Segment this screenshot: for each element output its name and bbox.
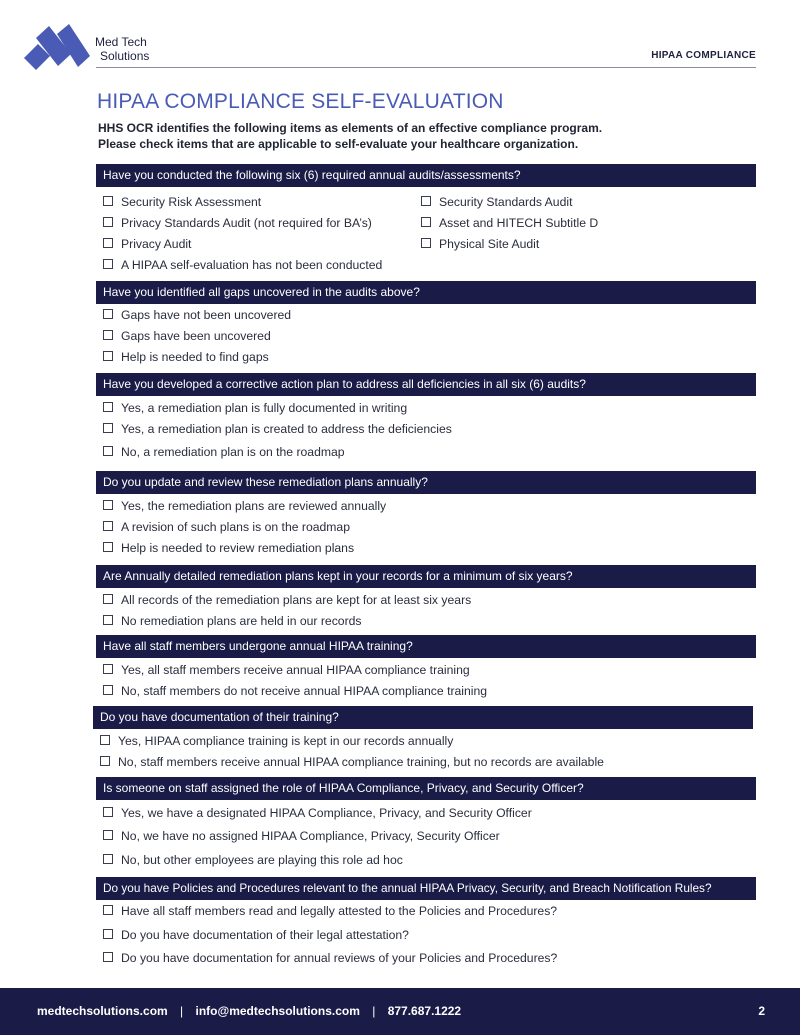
option[interactable]: [103, 593, 471, 607]
option-label: Yes, all staff members receive annual HIPAA compliance training: [121, 663, 470, 677]
footer-website-link[interactable]: medtechsolutions.com: [37, 1004, 168, 1018]
checkbox[interactable]: [103, 854, 113, 864]
intro-line-1: HHS OCR identifies the following items as elements of an effective compliance program.: [98, 121, 603, 135]
intro-text: [98, 120, 602, 152]
option[interactable]: [103, 445, 345, 459]
option-label: Yes, the remediation plans are reviewed annually: [121, 499, 387, 513]
checkbox[interactable]: [103, 238, 113, 248]
option-label: Gaps have not been uncovered: [121, 308, 292, 322]
checkbox[interactable]: [103, 402, 113, 412]
question-1-header: Have you conducted the following six (6) required annual audits/assessments?: [96, 164, 756, 187]
option-label: Have all staff members read and legally attested to the Policies and Procedures?: [121, 904, 558, 918]
page-title: HIPAA COMPLIANCE SELF-EVALUATION: [97, 90, 504, 113]
option[interactable]: [103, 422, 452, 436]
checkbox[interactable]: [103, 500, 113, 510]
question-5-header: Are Annually detailed remediation plans kept in your records for a minimum of six years?: [96, 565, 756, 588]
question-8-header: Is someone on staff assigned the role of HIPAA Compliance, Privacy, and Security Officer?: [96, 777, 756, 800]
option-label: Privacy Standards Audit (not required for BA’s): [121, 216, 372, 230]
checkbox[interactable]: [103, 594, 113, 604]
option[interactable]: [103, 401, 407, 415]
footer-email-link[interactable]: info@medtechsolutions.com: [195, 1004, 360, 1018]
checkbox[interactable]: [103, 664, 113, 674]
checkbox[interactable]: [421, 217, 431, 227]
header-divider: [96, 67, 756, 68]
option-label: Gaps have been uncovered: [121, 329, 271, 343]
question-6-header: Have all staff members undergone annual HIPAA training?: [96, 635, 756, 658]
option[interactable]: [103, 541, 354, 555]
brand-line-1: Med Tech: [95, 35, 147, 49]
checkbox[interactable]: [421, 238, 431, 248]
option-label: Help is needed to find gaps: [121, 350, 269, 364]
option-label: Yes, HIPAA compliance training is kept in our records annually: [118, 734, 454, 748]
option-label: Yes, a remediation plan is fully documented in writing: [121, 401, 408, 415]
option-label: Physical Site Audit: [439, 237, 540, 251]
question-7-header: Do you have documentation of their training?: [93, 706, 753, 729]
option-label: Security Risk Assessment: [121, 195, 262, 209]
option[interactable]: [103, 928, 409, 942]
checkbox[interactable]: [103, 217, 113, 227]
page-footer: [0, 988, 800, 1035]
question-3-header: Have you developed a corrective action plan to address all deficiencies in all six (6) audits?: [96, 373, 756, 396]
checkbox[interactable]: [103, 807, 113, 817]
option[interactable]: [100, 755, 604, 769]
option[interactable]: [103, 216, 372, 230]
checkbox[interactable]: [103, 196, 113, 206]
option[interactable]: [103, 329, 271, 343]
option-label: Do you have documentation of their legal attestation?: [121, 928, 409, 942]
option-label: Asset and HITECH Subtitle D: [439, 216, 599, 230]
checkbox[interactable]: [103, 952, 113, 962]
option-label: Yes, a remediation plan is created to address the deficiencies: [121, 422, 452, 436]
option[interactable]: [103, 520, 350, 534]
intro-line-2: Please check items that are applicable to self-evaluate your healthcare organization.: [98, 137, 579, 151]
option[interactable]: [421, 216, 598, 230]
option-label: No, but other employees are playing this role ad hoc: [121, 853, 403, 867]
option-label: No remediation plans are held in our records: [121, 614, 362, 628]
option-label: Security Standards Audit: [439, 195, 573, 209]
option[interactable]: [103, 350, 269, 364]
header-tag: HIPAA COMPLIANCE: [651, 50, 756, 61]
checkbox[interactable]: [103, 615, 113, 625]
checkbox[interactable]: [421, 196, 431, 206]
option-label: Yes, we have a designated HIPAA Compliance, Privacy, and Security Officer: [121, 806, 532, 820]
option-label: A revision of such plans is on the roadmap: [121, 520, 350, 534]
checkbox[interactable]: [103, 446, 113, 456]
option-label: No, we have no assigned HIPAA Compliance, Privacy, Security Officer: [121, 829, 500, 843]
checkbox[interactable]: [103, 330, 113, 340]
question-2-header: Have you identified all gaps uncovered in the audits above?: [96, 281, 756, 304]
option[interactable]: [103, 258, 382, 272]
checkbox[interactable]: [103, 423, 113, 433]
option[interactable]: [103, 308, 291, 322]
brand-name: [95, 35, 149, 63]
checkbox[interactable]: [103, 542, 113, 552]
checkbox[interactable]: [103, 685, 113, 695]
checkbox[interactable]: [103, 309, 113, 319]
footer-phone: 877.687.1222: [387, 1004, 462, 1018]
checkbox[interactable]: [103, 830, 113, 840]
option[interactable]: [103, 684, 487, 698]
checkbox[interactable]: [103, 521, 113, 531]
option[interactable]: [421, 237, 539, 251]
footer-separator: |: [180, 1004, 184, 1018]
option-label: All records of the remediation plans are kept for at least six years: [121, 593, 472, 607]
option[interactable]: [103, 195, 261, 209]
option[interactable]: [103, 806, 532, 820]
option-label: No, staff members receive annual HIPAA compliance training, but no records are available: [118, 755, 604, 769]
option[interactable]: [103, 904, 557, 918]
question-4-header: Do you update and review these remediation plans annually?: [96, 471, 756, 494]
option[interactable]: [103, 237, 191, 251]
page-header: [0, 0, 800, 70]
option[interactable]: [103, 614, 362, 628]
option[interactable]: [103, 853, 403, 867]
option-label: No, staff members do not receive annual HIPAA compliance training: [121, 684, 488, 698]
option[interactable]: [103, 951, 557, 965]
option-label: Privacy Audit: [121, 237, 192, 251]
checkbox[interactable]: [103, 905, 113, 915]
option-label: No, a remediation plan is on the roadmap: [121, 445, 345, 459]
option-label: Do you have documentation for annual reviews of your Policies and Procedures?: [121, 951, 558, 965]
option-label: Help is needed to review remediation plans: [121, 541, 355, 555]
option-label: A HIPAA self-evaluation has not been conducted: [121, 258, 383, 272]
question-9-header: Do you have Policies and Procedures relevant to the annual HIPAA Privacy, Security, and Breach Notification Rules?: [96, 877, 756, 900]
option[interactable]: [103, 829, 500, 843]
option[interactable]: [103, 499, 386, 513]
page-number: 2: [758, 1004, 765, 1018]
option[interactable]: [421, 195, 572, 209]
checkbox[interactable]: [103, 929, 113, 939]
checkbox[interactable]: [103, 351, 113, 361]
checkbox[interactable]: [100, 756, 110, 766]
brand-line-2: Solutions: [100, 49, 150, 63]
footer-separator: |: [372, 1004, 376, 1018]
option[interactable]: [100, 734, 453, 748]
med-tech-logo: [24, 24, 94, 70]
checkbox[interactable]: [103, 259, 113, 269]
option[interactable]: [103, 663, 470, 677]
footer-contact: [37, 1004, 461, 1018]
checkbox[interactable]: [100, 735, 110, 745]
